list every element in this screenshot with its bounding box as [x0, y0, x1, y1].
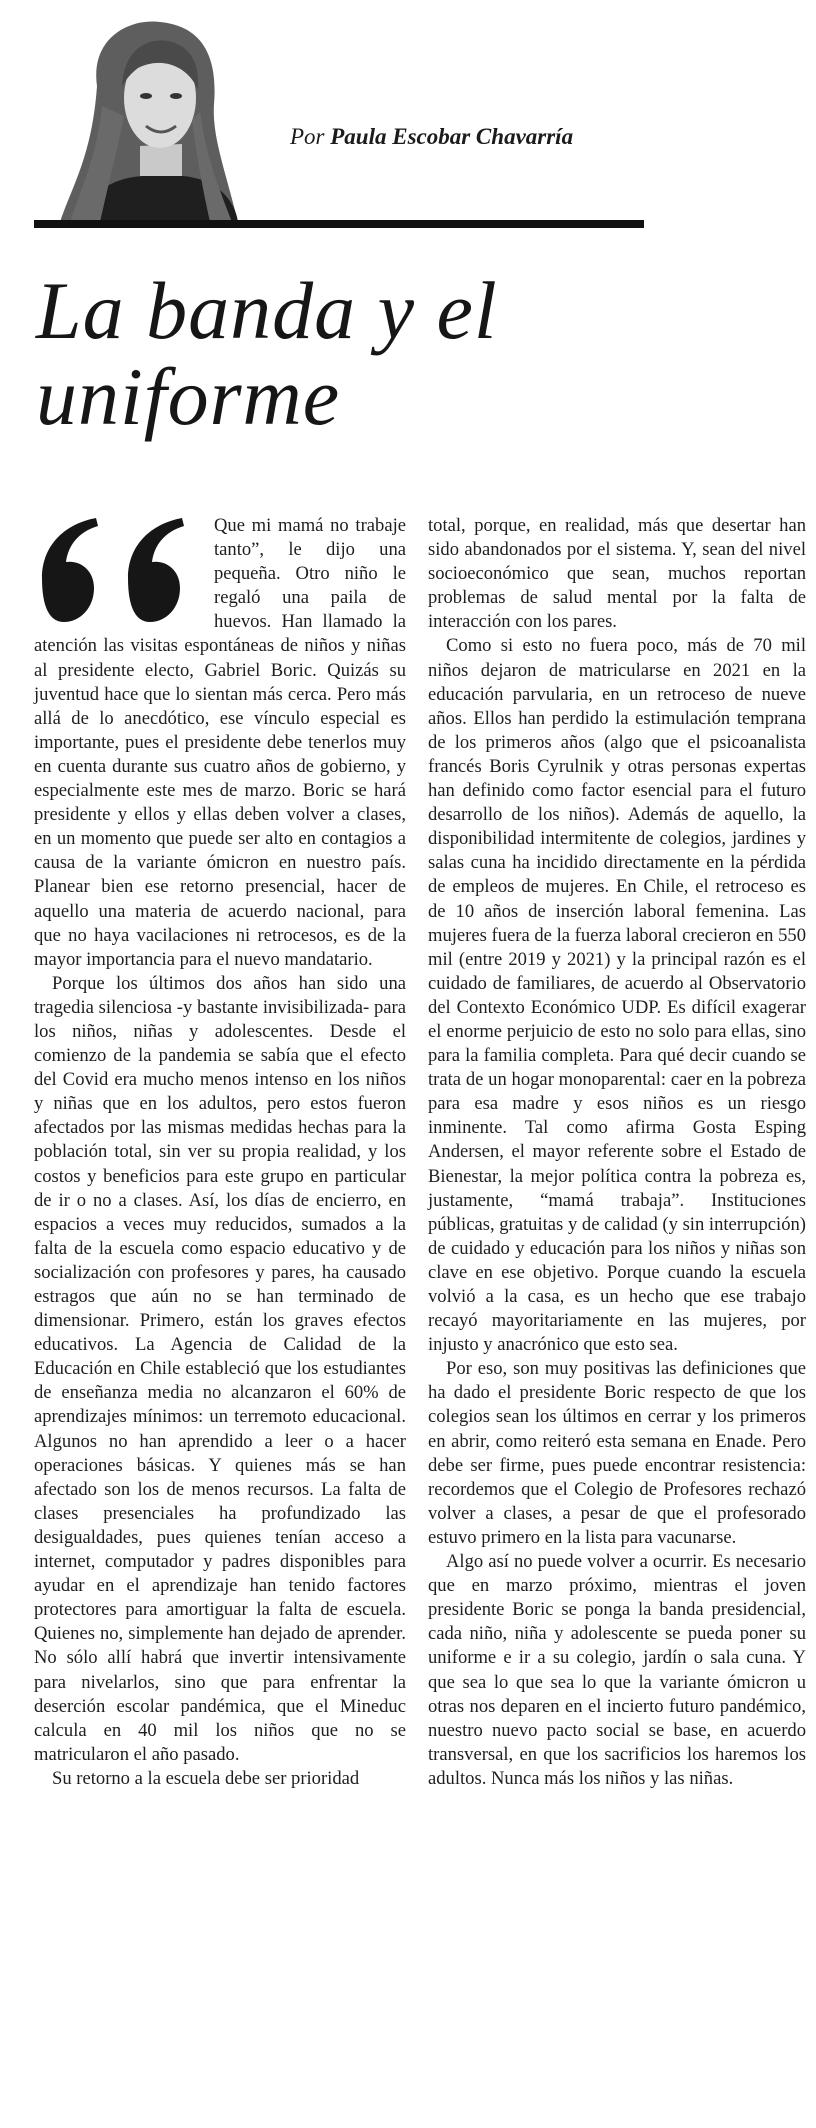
- header-rule: [34, 220, 644, 228]
- paragraph: Su retorno a la escuela debe ser prioridad: [52, 1767, 360, 1789]
- column-2: [428, 514, 806, 1791]
- paragraph: Que mi mamá no trabaje tanto”, le dijo una pequeña. Otro niño le regaló una paila de huevos. Han llamado la atención las visitas espontáneas de niños y niñas al presidente electo, Gabriel Boric. Quizás su juventud hace que lo sientan más cerca. Pero más allá de lo anecdótico, ese vínculo especial es importante, pues el presidente debe tenerlos muy en cuenta durante sus cuatro años de gobierno, y especialmente este mes de marzo. Boric se hará presidente y ellos y ellas deben volver a clases, en un momento que puede ser alto en contagios a causa de la variante ómicron en nuestro país. Planear bien ese retorno presencial, hacer de aquello una materia de acuerdo nacional, para que no haya vacilaciones ni retrocesos, es de la mayor importancia para el nuevo mandatario.: [34, 515, 406, 970]
- paragraph: total, porque, en realidad, más que desertar han sido abandonados por el sistema. Y, sean del nivel socioeconómico que sean, muchos reportan problemas de salud mental por la falta de interacción con los pares.: [428, 515, 806, 633]
- paragraph: Como si esto no fuera poco, más de 70 mil niños dejaron de matricularse en 2021 en la educación parvularia, en un retroceso de nueve años. Ellos han perdido la estimulación temprana de los primeros años (algo que el psicoanalista francés Boris Cyrulnik y otras personas expertas han definido como factor esencial para el futuro desarrollo de los niños). Además de aquello, la disponibilidad intermitente de colegios, jardines y salas cuna ha incidido directamente en la pérdida de empleos de mujeres. En Chile, el retroceso es de 10 años de inserción laboral femenina. Las mujeres fuera de la fuerza laboral crecieron en 550 mil (entre 2019 y 2021) y la principal razón es el cuidado de familiares, de acuerdo al Observatorio del Contexto Económico UDP. Es difícil exagerar el enorme perjuicio de esto no solo para ellas, sino para la familia completa. Para qué decir cuando se trata de un hogar monoparental: caer en la pobreza para esa madre y esos niños es un riesgo inminente. Tal como afirma Gosta Esping Andersen, el mayor referente sobre el Estado de Bienestar, la mejor política contra la pobreza es, justamente, “mamá trabaja”. Instituciones públicas, gratuitas y de calidad (y sin interrupción) de cuidado y educación para los niños y niñas son clave en ese objetivo. Porque cuando la escuela volvió a la casa, es un hecho que ese trabajo recayó mayoritariamente en las mujeres, por injusto y anacrónico que esto sea.: [428, 635, 806, 1356]
- byline: [290, 124, 573, 150]
- paragraph: Algo así no puede volver a ocurrir. Es necesario que en marzo próximo, mientras el joven presidente Boric se ponga la banda presidencial, cada niño, niña y adolescente se pueda poner su uniforme e ir a su colegio, jardín o sala cuna. Y que sea lo que sea lo que la variante ómicron u otras nos deparen en el incierto futuro pandémico, nuestro nuevo pacto social se base, en acuerdo transversal, en que los sacrificios los haremos los adultos. Nunca más los niños y las niñas.: [428, 1551, 806, 1789]
- paragraph: Por eso, son muy positivas las definiciones que ha dado el presidente Boric respecto de que los colegios sean los últimos en cerrar y los primeros en abrir, como reiteró esta semana en Enade. Pero debe ser firme, pues puede encontrar resistencia: recordemos que el Colegio de Profesores rechazó volver a clases, a pesar de que el profesorado estuvo primero en la lista para vacunarse.: [428, 1358, 806, 1548]
- byline-prefix: Por: [290, 124, 325, 149]
- paragraph: Porque los últimos dos años han sido una tragedia silenciosa -y bastante invisibilizada- para los niños, niñas y adolescentes. Desde el comienzo de la pandemia se sabía que el efecto del Covid era mucho menos intenso en los niños y niñas que en los adultos, pero estos fueron afectados por las mismas medidas hechas para la población total, sin ver su propia realidad, y los costos y beneficios para este grupo en particular de ir o no a clases. Así, los días de encierro, en espacios a veces muy reducidos, sumados a la falta de la escuela como espacio educativo y de socialización con profesores y pares, ha causado estragos que aún no se han terminado de dimensionar. Primero, están los graves efectos educativos. La Agencia de Calidad de la Educación en Chile estableció que los estudiantes de enseñanza media no alcanzaron el 60% de aprendizajes mínimos: un terremoto educacional. Algunos no han aprendido a leer o a hacer operaciones básicas. Y quienes más se han afectado son los de menos recursos. La falta de clases presenciales ha profundizado las desigualdades, pues quienes tenían acceso a internet, computador y padres disponibles para ayudar en el aprendizaje han tenido factores protectores para amortiguar la falta de escuela. Quienes no, simplemente han dejado de aprender. No sólo allí habrá que invertir intensivamente para nivelarlos, sino que para enfrentar la deserción escolar pandémica, que el Mineduc calcula en 40 mil los niños que no se matricularon el año pasado.: [34, 972, 406, 1765]
- author-photo: [42, 16, 262, 222]
- author-portrait-icon: [42, 16, 262, 222]
- article-title: La banda y el uniforme: [36, 265, 498, 442]
- author-name: Paula Escobar Chavarría: [330, 124, 574, 149]
- column-1: [34, 514, 406, 1791]
- open-quote-icon: [34, 516, 204, 624]
